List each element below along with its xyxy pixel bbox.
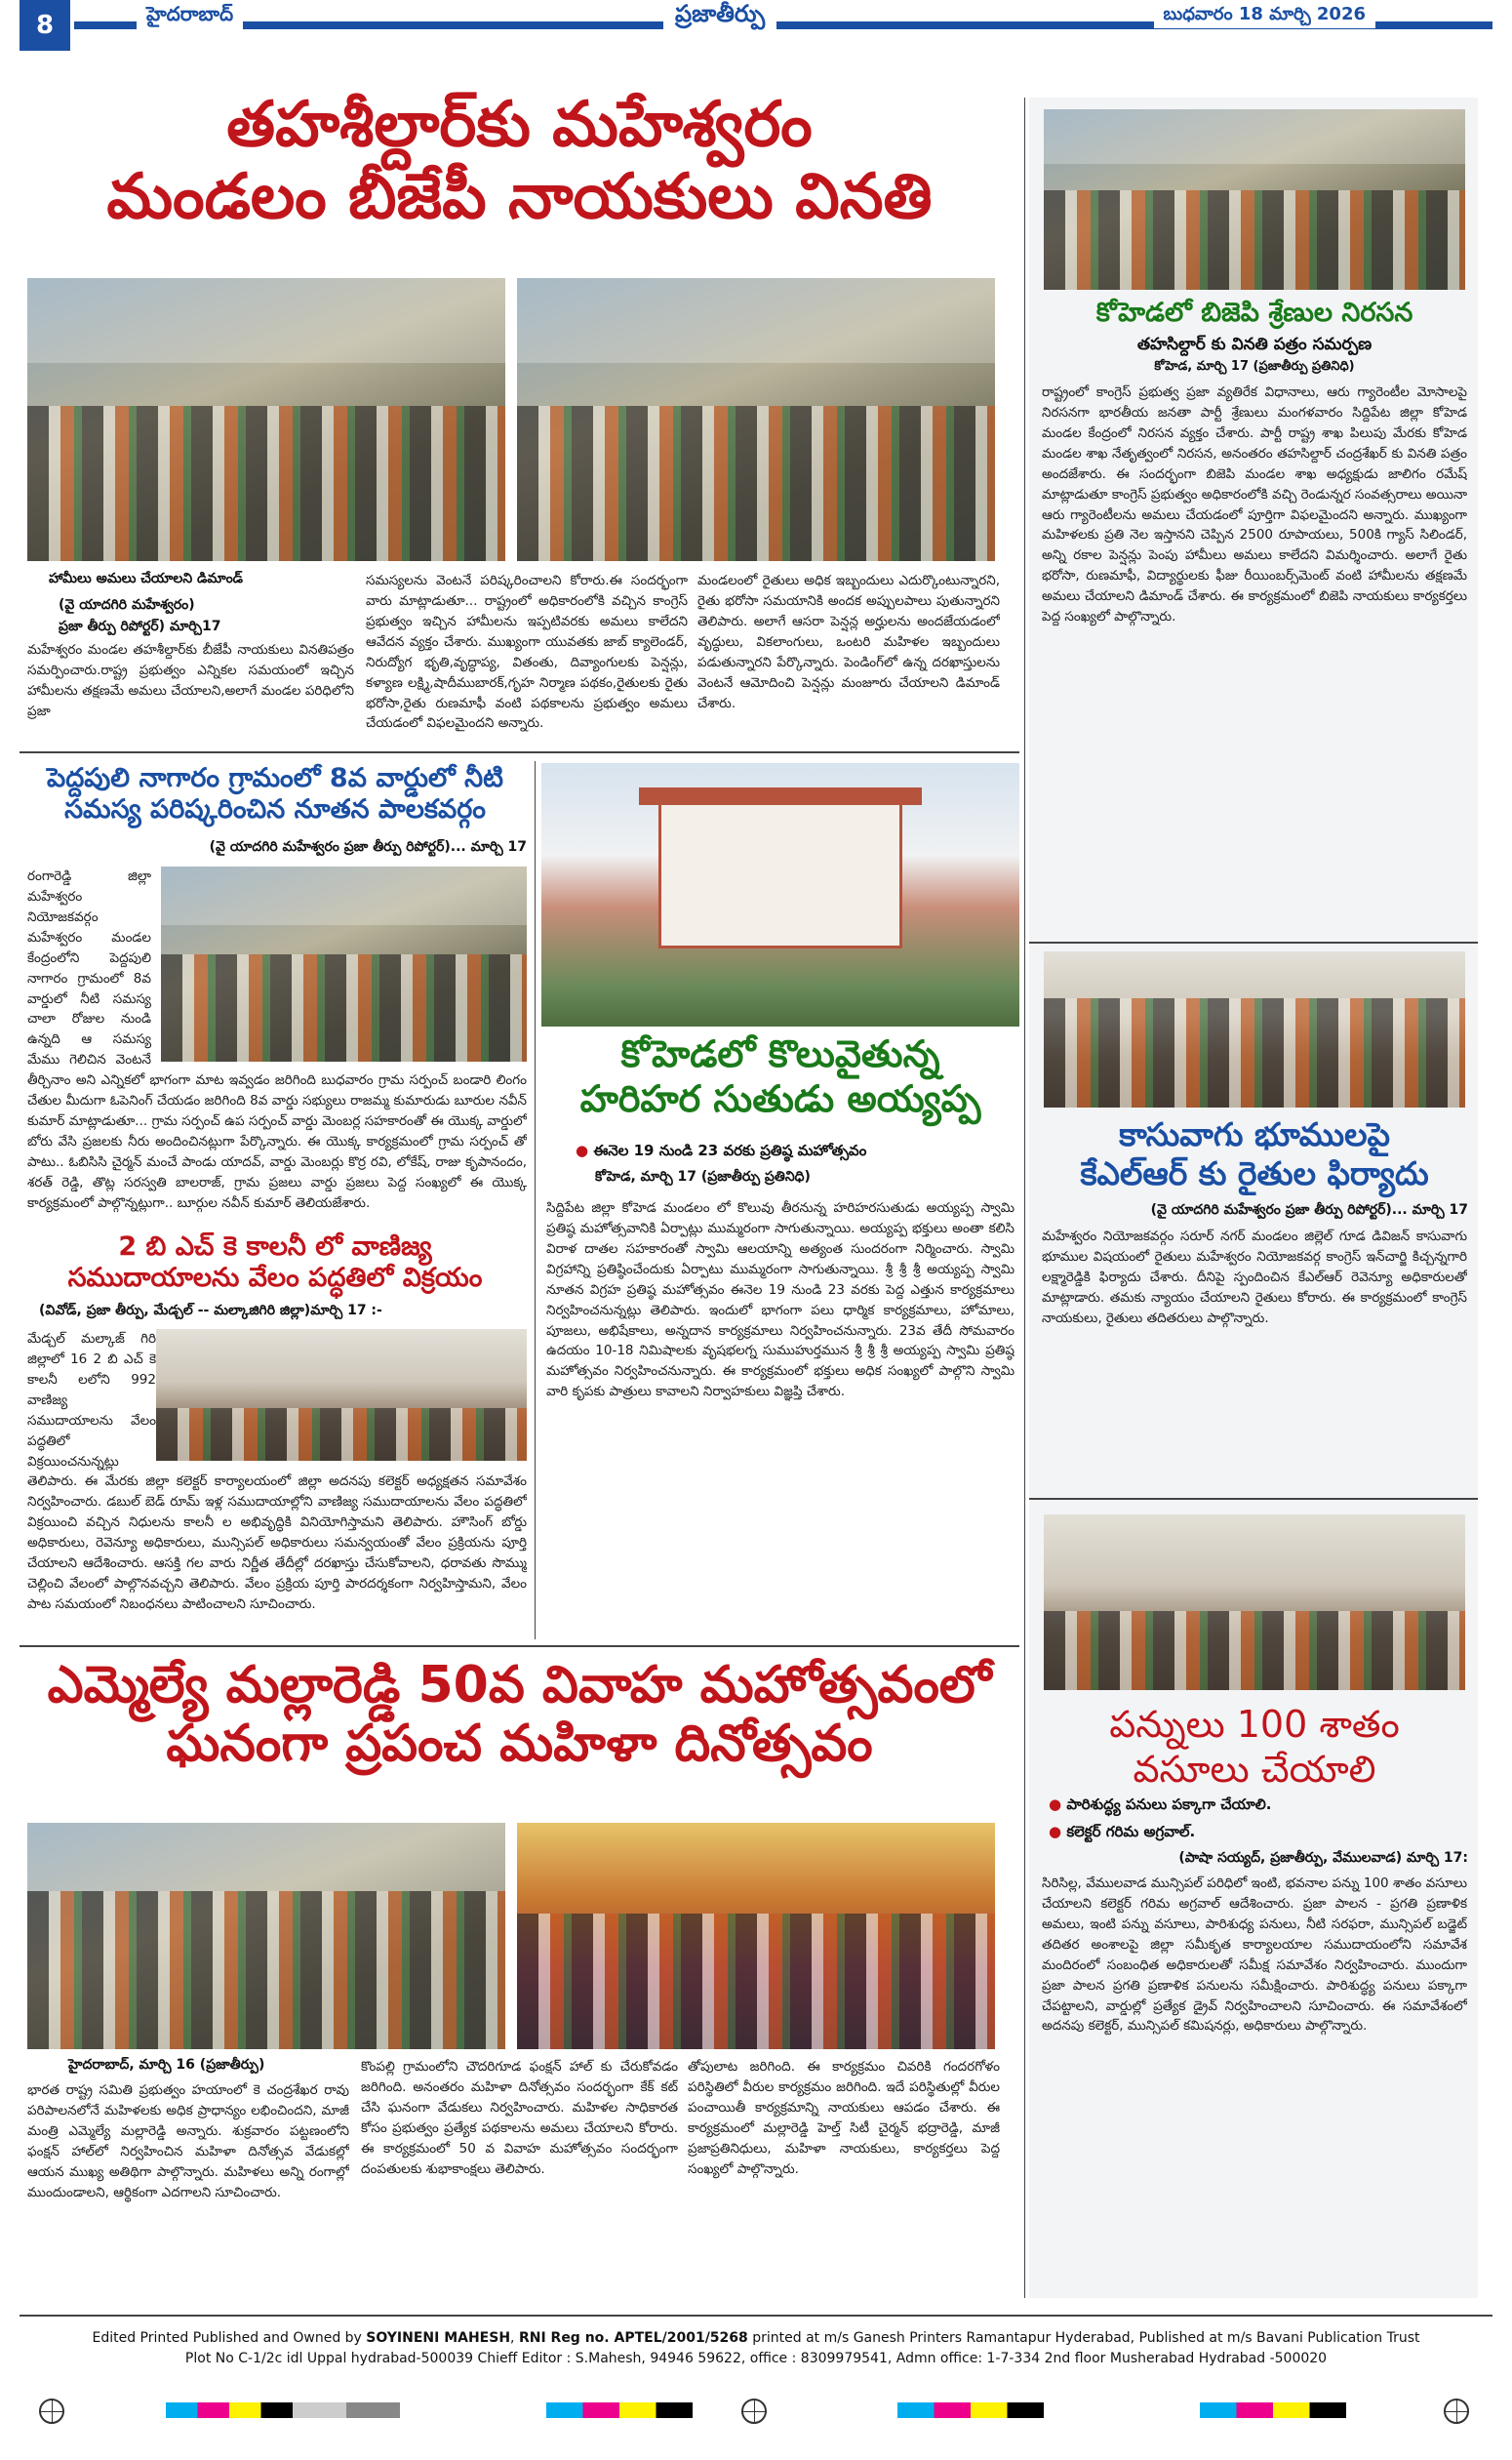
lead-photo-right <box>517 278 995 561</box>
ayyappa-dateline: కోహెడ, మార్చి 17 (ప్రజాతీర్పు ప్రతినిధి) <box>595 1169 811 1185</box>
section-divider <box>1029 942 1478 944</box>
imprint-line-2: Plot No C-1/2c idl Uppal hydrabad-500039 Chieff Editor : S.Mahesh, 94946 59622, office : 8309979541, Admn office: 1-7-334 2nd floor Musherabad Hydrabad -500020 <box>184 2351 1328 2366</box>
peddapuli-body <box>27 867 527 1220</box>
tax-headline <box>1032 1703 1477 1792</box>
kohed-headline: కోహెడలో బిజెపి శ్రేణుల నిరసన <box>1095 298 1413 328</box>
lead-body-col1: మహేశ్వరం మండల తహశీల్దార్‌కు బీజేపీ నాయకులు వినతిపత్రం సమర్పించారు.రాష్ట్ర ప్రభుత్వం ఎన్నికల సమయంలో ఇచ్చిన హామీలను తక్షణమే అమలు చేయాలని,అలాగే మండల పరిధిలోని ప్రజా <box>27 642 354 719</box>
mla-body-col2: కొంపల్లి గ్రామంలోని చౌదరిగూడ ఫంక్షన్ హాల్ కు చేరుకోవడం జరిగింది. అనంతరం మహిళా దినోత్సవం సందర్భంగా కేక్ కట్ చేసి ఘనంగా వేడుకలు నిర్వహించారు. మహిళల సాధికారత కోసం ప్రభుత్వం ప్రత్యేక పథకాలను అమలు చేయాలని కోరారు. ఈ కార్యక్రమంలో 50 వ వివాహ మహోత్సవం సందర్భంగా దంపతులకు శుభాకాంక్షలు తెలిపారు. <box>361 2059 678 2177</box>
kasuvagu-headline-line1: కాసువాగు భూములపై <box>1119 1115 1390 1153</box>
page-header <box>20 0 1492 60</box>
mla-body-col1: భారత రాష్ట్ర సమితి ప్రభుత్వం హయాంలో కె చంద్రశేఖర రావు పరిపాలనలోనే మహిళలకు అధిక ప్రాధాన్యం లభించిందని, మాజీ మంత్రి ఎమ్మెల్యే మల్లారెడ్డి అన్నారు. శుక్రవారం పట్టణంలోని ఫంక్షన్ హాల్‌లో నిర్వహించిన మహిళా దినోత్సవ వేడుకల్లో ఆయన ముఖ్య అతిథిగా పాల్గొన్నారు. మహిళలు అన్ని రంగాల్లో ముందుండాలని, ఆర్థికంగా ఎదగాలని సూచించారు. <box>27 2082 349 2200</box>
color-bar <box>546 2402 693 2418</box>
section-divider <box>20 1645 1019 1647</box>
temple-building-shape <box>658 802 902 948</box>
ayyappa-bullet: ● ఈనెల 19 నుండి 23 వరకు ప్రతిష్ఠ మహోత్సవం <box>576 1142 1015 1163</box>
registration-mark <box>741 2399 767 2424</box>
color-bar <box>166 2402 293 2418</box>
tax-body: సిరిసిల్ల, వేములవాడ మున్సిపల్ పరిధిలో ఇంటి, భవనాల పన్ను 100 శాతం వసూలు చేయాలని కలెక్టర్ గరిమ అగ్రవాల్ ఆదేశించారు. ప్రజా పాలన - ప్రగతి ప్రణాళిక అమలు, ఇంటి పన్ను వసూలు, పారిశుధ్య పనులు, నీటి సరఫరా, మున్సిపల్ బడ్జెట్ తదితర అంశాలపై జిల్లా సమీకృత కార్యాలయాల సముదాయంలోని సమావేశ మందిరంలో సంబంధిత అధికారులతో సమీక్ష సమావేశం నిర్వహించారు. ముందుగా ప్రజా పాలన ప్రగతి ప్రణాళిక పనులను సమీక్షించారు. పారిశుద్ధ్య పనులు పక్కాగా చేపట్టాలని, వార్డుల్లో ప్రత్యేక డ్రైవ్ నిర్వహించాలని సూచించారు. ఈ సమావేశంలో అదనపు కలెక్టర్, మున్సిపల్ కమిషనర్లు, అధికారులు పాల్గొన్నారు. <box>1042 1875 1467 2035</box>
imprint-line-1 <box>0 2328 1512 2349</box>
imprint-sep: , <box>510 2330 519 2346</box>
kasuvagu-headline-line2: కేఎల్ఆర్ కు రైతుల ఫిర్యాదు <box>1080 1153 1429 1192</box>
lead-headline-line2: మండలం బీజేపీ నాయకులు వినతి <box>106 160 933 233</box>
registration-mark <box>1444 2399 1469 2424</box>
mla-body-col3: తోపులాట జరిగింది. ఈ కార్యక్రమం చివరికి గందరగోళం పరిస్థితిలో వీరుల కార్యక్రమం జరిగింది. ఇదే పరిస్థితుల్లో వీరుల పంచాయితీ కార్యక్రమాన్ని నాయకులు ఆపడం చేశారు. ఈ కార్యక్రమంలో మల్లారెడ్డి హెల్త్ సిటీ చైర్మన్ భద్రారెడ్డి, మాజీ ప్రజాప్రతినిధులు, మహిళా నాయకులు, కార్యకర్తలు పెద్ద సంఖ్యలో పాల్గొన్నారు. <box>688 2059 1000 2177</box>
imprint-prefix: Edited Printed Published and Owned by <box>92 2330 367 2346</box>
housing-headline <box>21 1231 529 1295</box>
kohed-protest-photo <box>1044 109 1465 290</box>
column-divider <box>535 761 536 1639</box>
ayyappa-body: సిద్దిపేట జిల్లా కోహెడ మండలం లో కొలువు తీరనున్న హరిహరసుతుడు అయ్యప్ప స్వామి ప్రతిష్ఠ మహోత్సవానికి ఏర్పాట్లు ముమ్మరంగా సాగుతున్నాయి. అయ్యప్ప భక్తులు అంతా కలిసి విరాళ దాతల సహకారంతో స్వామి ఆలయాన్ని అత్యంత సుందరంగా నిర్మించారు. స్వామి విగ్రహాన్ని ప్రతిష్ఠించేందుకు ఏర్పాటు ముమ్మరంగా సాగుతున్నాయి. శ్రీ శ్రీ శ్రీ అయ్యప్ప స్వామి నూతన విగ్రహ ప్రతిష్ఠ మహోత్సవం ఈనెల 19 నుండి 23 వరకు పెద్ద ఎత్తున కార్యక్రమాలు నిర్వహించనున్నట్లు తెలిపారు. ఇందులో భాగంగా పలు ధార్మిక కార్యక్రమాలు, హోమాలు, పూజలు, అభిషేకాలు, అన్నదాన కార్యక్రమాలు నిర్వహించనున్నారు. 23వ తేదీ సోమవారం ఉదయం 10-18 నిమిషాలకు వృషభలగ్న సుముహుర్తమున శ్రీ శ్రీ శ్రీ అయ్యప్ప స్వామి ప్రతిష్ఠ మహోత్సవం నిర్వహించనున్నారు. ఈ కార్యక్రమంలో భక్తులు అధిక సంఖ్యలో పాల్గొని స్వామి వారి కృపకు పాత్రులు కావాలని నిర్వాహకులు విజ్ఞప్తి చేశారు. <box>546 1200 1015 1400</box>
peddapuli-headline <box>21 763 529 827</box>
header-date: బుధవారం 18 మార్చి 2026 <box>1154 4 1376 28</box>
mla-photo-left <box>27 1823 505 2049</box>
lead-headline-line1: తహశీల్దార్‌కు మహేశ్వరం <box>226 89 813 161</box>
kohed-body: రాష్ట్రంలో కాంగ్రెస్ ప్రభుత్వ ప్రజా వ్యతిరేక విధానాలు, ఆరు గ్యారెంటీల మోసాలపై నిరసనగా భారతీయ జనతా పార్టీ శ్రేణులు మంగళవారం సిద్దిపేట జిల్లా కోహెడ మండల కేంద్రంలో నిరసన వ్యక్తం చేశారు. పార్టీ రాష్ట్ర శాఖ పిలుపు మేరకు కోహెడ మండల శాఖ నేతృత్వంలో నిరసన, అనంతరం తహసిల్దార్ చంద్రశేఖర్ కు వినతి పత్రం అందజేశారు. ఈ సందర్భంగా బిజెపి మండల శాఖ అధ్యక్షుడు జాలిగం రమేష్ మాట్లాడుతూ కాంగ్రెస్ ప్రభుత్వం అధికారంలోకి వచ్చి రెండున్నర సంవత్సరాలు అయినా ఆరు గ్యారెంటీలను అమలు చేయడంలో పూర్తిగా విఫలమైందని అన్నారు. ముఖ్యంగా మహిళలకు ప్రతి నెల ఇస్తానని చెప్పిన 2500 రూపాయలు, 500కి గ్యాస్ సిలిండర్, అన్ని రకాల పెన్షన్లు పెంపు హామీలు అమలు కాలేదని విమర్శించారు. అలాగే రైతు భరోసా, రుణమాఫీ, విద్యార్థులకు ఫీజు రీయింబర్స్‌మెంట్ వంటి హామీలను తక్షణమే అమలు చేయాలని డిమాండ్ చేశారు. ఈ కార్యక్రమంలో బిజెపి నాయకులు కార్యకర్తలు పెద్ద సంఖ్యలో పాల్గొన్నారు. <box>1042 384 1467 625</box>
tax-dateline: (పాషా సయ్యద్, ప్రజాతీర్పు, వేములవాడ) మార్చి 17: <box>1178 1850 1468 1866</box>
kasuvagu-body: మహేశ్వరం నియోజకవర్గం సరూర్ నగర్ మండలం జిల్లెల్ గూడ డివిజన్ కాసువాగు భూముల విషయంలో రైతులు మహేశ్వరం నియోజకవర్గ కాంగ్రెస్ ఇన్‌చార్జి కిచ్చన్నగారి లక్ష్మారెడ్డికి ఫిర్యాదు చేశారు. దీనిపై స్పందించిన కేఎల్ఆర్ రెవెన్యూ అధికారులతో మాట్లాడారు. తమకు న్యాయం చేయాలని రైతులు కోరారు. ఈ కార్యక్రమంలో కాంగ్రెస్ నాయకులు, రైతులు తదితరులు పాల్గొన్నారు. <box>1042 1229 1467 1326</box>
temple-roof-shape <box>639 787 922 805</box>
peddapuli-headline-line1: పెద్దపులి నాగారం గ్రామంలో 8వ వార్డులో నీటి <box>47 763 503 793</box>
section-divider <box>1029 1498 1478 1500</box>
peddapuli-dateline: (వై యాదగిరి మహేశ్వరం ప్రజా తీర్పు రిపోర్టర్)... మార్చి 17 <box>209 839 527 855</box>
imprint-footer <box>0 2328 1512 2369</box>
tax-headline-line1: పన్నులు 100 శాతం <box>1109 1703 1400 1746</box>
registration-mark <box>39 2399 64 2424</box>
lead-caption: హామీలు అమలు చేయాలని డిమాండ్ <box>49 571 244 586</box>
page-number: 8 <box>20 0 70 51</box>
tax-bullet-1: ● పారిశుద్ధ్య పనులు పక్కాగా చేయాలి. <box>1049 1795 1468 1817</box>
imprint-rni: RNI Reg no. APTEL/2001/5268 <box>518 2330 748 2346</box>
lead-dateline: (వై యాదగిరి మహేశ్వరం) <box>59 597 195 613</box>
tax-meeting-photo <box>1044 1514 1465 1690</box>
lead-body-col2: సమస్యలను వెంటనే పరిష్కరించాలని కోరారు.ఈ సందర్భంగా వారు మాట్లాడుతూ... రాష్ట్రంలో అధికారంలోకి వచ్చిన కాంగ్రెస్ ప్రభుత్వం ఇచ్చిన హామీలను ఇప్పటివరకు అమలు కాలేదని ఆవేదన వ్యక్తం చేశారు. ముఖ్యంగా యువతకు జాబ్ క్యాలెండర్, నిరుద్యోగ భృతి,వృద్ధాప్య, వితంతు, దివ్యాంగులకు పెన్షన్లు, కళ్యాణ లక్ష్మి,షాదీముబారక్,గృహ నిర్మాణ పథకం,రైతులకు రైతు భరోసా,రైతు రుణమాఫీ వంటి పథకాలను ప్రభుత్వం అమలు చేయడంలో విఫలమైందని అన్నారు. <box>366 573 688 732</box>
section-divider <box>20 751 1019 753</box>
kasuvagu-dateline: (వై యాదగిరి మహేశ్వరం ప్రజా తీర్పు రిపోర్టర్)... మార్చి 17 <box>1150 1202 1468 1218</box>
mla-photo-right <box>517 1823 995 2049</box>
ayyappa-headline-line1: కోహెడలో కొలువైతున్న <box>620 1032 940 1075</box>
ayyappa-headline <box>541 1032 1019 1121</box>
footer-rule <box>20 2315 1492 2317</box>
imprint-suffix: printed at m/s Ganesh Printers Ramantapur Hyderabad, Published at m/s Bavani Publication Trust <box>747 2330 1420 2346</box>
mla-headline <box>20 1657 1019 1774</box>
kasuvagu-headline <box>1032 1115 1477 1192</box>
color-bar <box>897 2402 1044 2418</box>
lead-dateline-2: ప్రజా తీర్పు రిపోర్టర్) మార్చి17 <box>59 619 221 634</box>
lead-headline <box>20 90 1019 233</box>
kohed-subhead: తహసిల్దార్ కు వినతి పత్రం సమర్పణ <box>1136 335 1373 354</box>
peddapuli-headline-line2: సమస్య పరిష్కరించిన నూతన పాలకవర్గం <box>64 794 486 826</box>
column-divider <box>1024 98 1025 2298</box>
gray-bar <box>293 2402 400 2418</box>
ayyappa-headline-line2: హరిహర సుతుడు అయ్యప్ప <box>579 1076 981 1120</box>
mla-dateline: హైదరాబాద్, మార్చి 16 (ప్రజాతీర్పు) <box>68 2057 265 2073</box>
color-bar <box>1200 2402 1346 2418</box>
mla-headline-line1: ఎమ్మెల్యే మల్లారెడ్డి 50వ వివాహ మహోత్సవంలో <box>47 1656 992 1714</box>
masthead-name: ప్రజాతీర్పు <box>663 0 776 33</box>
imprint-owner: SOYINENI MAHESH <box>366 2330 511 2346</box>
housing-dateline: (వివోడ్, ప్రజా తీర్పు, మేడ్చల్ -- మల్కాజిగిరి జిల్లా)మార్చి 17 :- <box>39 1303 382 1318</box>
kasuvagu-photo <box>1044 951 1465 1108</box>
housing-headline-line2: సముదాయాలను వేలం పద్ధతిలో విక్రయం <box>67 1263 483 1294</box>
housing-body-text: మేడ్చల్ మల్కాజ్ గిరి జిల్లాలో 16 2 బి ఎచ్ కె కాలనీ లలోని 992 వాణిజ్య సముదాయాలను వేలం పద్ధతిలో విక్రయించనున్నట్లు తెలిపారు. ఈ మేరకు జిల్లా కలెక్టర్ కార్యాలయంలో జిల్లా అదనపు కలెక్టర్ అధ్యక్షతన సమావేశం నిర్వహించారు. డబుల్ బెడ్ రూమ్ ఇళ్ల సముదాయాల్లోని వాణిజ్య సముదాయాలను వేలం పద్ధతిలో విక్రయించి వచ్చిన నిధులను కాలనీ ల అభివృద్ధికి వినియోగిస్తామని తెలిపారు. హౌసింగ్ బోర్డు అధికారులు, రెవెన్యూ అధికారులు, మున్సిపల్ అధికారులు సమన్వయంతో వేలం ప్రక్రియను పూర్తి చేయాలని ఆదేశించారు. ఆసక్తి గల వారు నిర్ణీత తేదీల్లో దరఖాస్తు చేసుకోవాలని, ధరావతు సొమ్ము చెల్లించి వేలంలో పాల్గొనవచ్చని తెలిపారు. వేలం ప్రక్రియ పూర్తి పారదర్శకంగా నిర్వహిస్తామని, వేలం పాట సమయంలో నిబంధనలు పాటించాలని సూచించారు. <box>27 1331 527 1612</box>
kohed-dateline: కోహెడ, మార్చి 17 (ప్రజాతీర్పు ప్రతినిధి) <box>1154 359 1355 374</box>
housing-meeting-photo <box>156 1329 527 1461</box>
header-city: హైదరాబాద్ <box>137 2 243 30</box>
tax-headline-line2: వసూలు చేయాలి <box>1133 1747 1376 1791</box>
ayyappa-temple-photo <box>541 763 1019 1027</box>
housing-headline-line1: 2 బి ఎచ్ కె కాలనీ లో వాణిజ్య <box>118 1231 432 1262</box>
peddapuli-body-text: రంగారెడ్డి జిల్లా మహేశ్వరం నియోజకవర్గం మహేశ్వరం మండల కేంద్రంలోని పెద్దపులి నాగారం గ్రామంలో 8వ వార్డులో నీటి సమస్య చాలా రోజుల నుండి ఉన్నది ఆ సమస్య మేము గెలిచిన వెంటనే తీర్చినాం అని ఎన్నికలో భాగంగా మాట ఇవ్వడం జరిగింది బుధవారం గ్రామ సర్పంచ్ బండారి లింగం చేతుల మీదుగా ఓపెనింగ్ చేయడం జరిగింది 8వ వార్డు సభ్యులు రాజమ్మ కుమారుడు బూరుల నవీన్ కుమార్ మాట్లాడుతూ... గ్రామ సర్పంచ్ ఉప సర్పంచ్ వార్డు మెంబర్ల సహకారంతో ఈ యొక్క వార్డులో బోరు వేసి ప్రజలకు నీరు అందించినట్లుగా పేర్కొన్నారు. ఈ యొక్క కార్యక్రమంలో గ్రామ సర్పంచ్ తో పాటు.. ఓబిసిసి చైర్మన్ మంచే పాండు యాదవ్, వార్డు మెంబర్లు కొర్ర రవి, లోకేష్, రాజు కృపానందం, శరత్ రెడ్డి, తొట్ల సరస్వతి బాలరాజ్, గ్రామ ప్రజలు వార్డు ప్రజలు పెద్ద సంఖ్యలో ఈ యొక్క కార్యక్రమంలో పాల్గొన్నట్లుగా.. బూర్గుల నవీన్ కుమార్ తెలియజేశారు. <box>27 868 527 1211</box>
mla-headline-line2: ఘనంగా ప్రపంచ మహిళా దినోత్సవం <box>166 1714 873 1773</box>
peddapuli-photo-spacer <box>151 867 527 1067</box>
lead-body-col3: మండలంలో రైతులు అధిక ఇబ్బందులు ఎదుర్కొంటున్నారని, రైతు భరోసా సమయానికి అందక అప్పులపాలు పుతున్నారని తెలిపారు. అలాగే ఆసరా పెన్షన్ల అర్హులను అందజేయడంలో వృద్ధులు, వికలాంగులు, ఒంటరి మహిళల ఇబ్బందులు పడుతున్నారని పేర్కొన్నారు. పెండింగ్‌లో ఉన్న దరఖాస్తులను వెంటనే ఆమోదించి పెన్షన్లు మంజూరు చేయాలని డిమాండ్ చేశారు. <box>697 573 1000 711</box>
lead-photo-left <box>27 278 505 561</box>
tax-bullet-2: ● కలెక్టర్ గరిమ అగ్రవాల్. <box>1049 1823 1468 1844</box>
